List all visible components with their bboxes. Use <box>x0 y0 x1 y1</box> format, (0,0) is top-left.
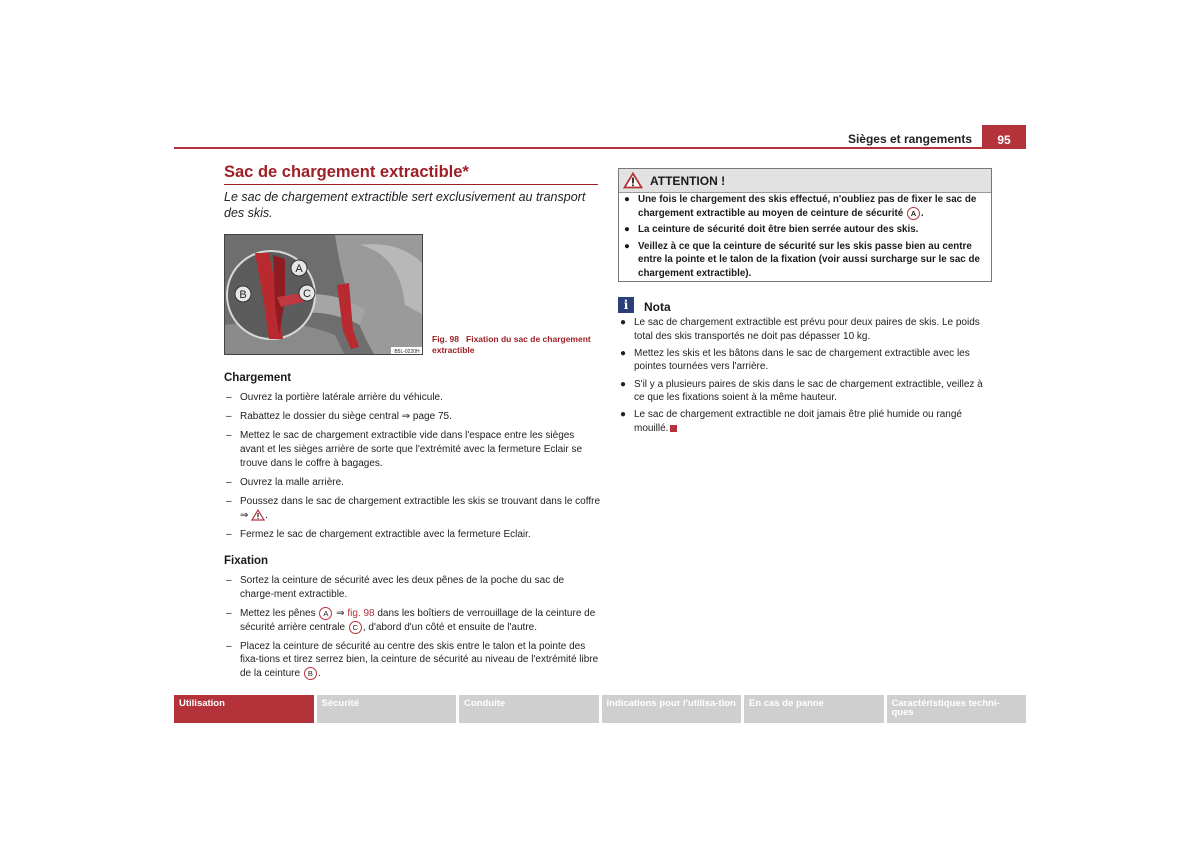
list-item: ● Veillez à ce que la ceinture de sécurité sur les skis passe bien au centre entre la pointe et le talon de la fixation (voir aussi surcharge sur le sac de chargement extractible). <box>624 240 980 280</box>
step-text: Fermez le sac de chargement extractible avec la fermeture Eclair. <box>240 528 531 540</box>
list-item: ● Le sac de chargement extractible ne doit jamais être plié humide ou rangé mouillé. <box>620 409 962 434</box>
page-number: 95 <box>982 125 1026 149</box>
step-text: Ouvrez la portière latérale arrière du véhicule. <box>240 392 443 403</box>
attention-text: Veillez à ce que la ceinture de sécurité sur les skis passe bien au centre entre la pointe et le talon de la fixation (voir aussi surcharge sur le sac de chargement extractible). <box>638 240 980 280</box>
list-item: – Placez la ceinture de sécurité au centre des skis entre le talon et la pointe des fixa-tions et tirez serrez bien, la ceinture de sécurité au niveau de l'extrémité libre de la ceinture B . <box>226 640 599 680</box>
list-item: – Ouvrez la malle arrière. <box>226 476 344 488</box>
step-text: Ouvrez la malle arrière. <box>240 476 344 488</box>
tab-conduite[interactable]: Conduite <box>459 695 599 723</box>
list-item: – Poussez dans le sac de chargement extractible les skis se trouvant dans le coffre ⇒ . <box>226 495 601 521</box>
tab-caracteristiques[interactable]: Caractéristiques techni-ques <box>887 695 1027 723</box>
nota-text: Le sac de chargement extractible est prévu pour deux paires de skis. Le poids total des skis transportés ne doit pas dépasser 10 kg. <box>634 317 980 342</box>
nota-text: Mettez les skis et les bâtons dans le sac de chargement extractible avec les pointes tournées vers l'arrière. <box>634 347 970 373</box>
list-item: ● S'il y a plusieurs paires de skis dans le sac de chargement extractible, veillez à ce que les fixations soient à la même hauteur. <box>620 378 983 404</box>
list-item: – Sortez la ceinture de sécurité avec les deux pênes de la poche du sac de charge-ment extractible. <box>226 575 565 600</box>
intro-text: Le sac de chargement extractible sert exclusivement au transport des skis. <box>224 190 586 220</box>
step-text: Placez la ceinture de sécurité au centre des skis entre le talon et la pointe des fixa-tions et tirez serrez bien, la ceinture de sécurité au niveau de l'extrémité libre de la ceinture <box>240 640 599 680</box>
callout-a: A <box>319 607 332 620</box>
list-item: ● Mettez les skis et les bâtons dans le sac de chargement extractible avec les pointes tournées vers l'arrière. <box>620 347 970 373</box>
list-item: – Rabattez le dossier du siège central ⇒ page 75. <box>226 411 452 423</box>
section-title: Sac de chargement extractible* <box>224 163 469 181</box>
warning-icon <box>251 509 265 521</box>
figure-caption <box>432 334 602 356</box>
attention-text: La ceinture de sécurité doit être bien serrée autour des skis. <box>638 224 919 236</box>
tab-indications[interactable]: Indications pour l'utilisa-tion <box>602 695 742 723</box>
list-item: – Mettez le sac de chargement extractible vide dans l'espace entre les sièges avant et les sièges arrière de sorte que l'extrémité avec la fermeture Eclair se trouve dans le coffre à bagages. <box>226 430 583 469</box>
attention-text: . <box>920 207 924 219</box>
attention-label: ATTENTION ! <box>650 174 726 188</box>
fixation-steps <box>224 574 600 686</box>
attention-list <box>622 193 988 284</box>
figure-reference-link[interactable]: fig. 98 <box>347 607 375 619</box>
list-item: – Mettez les pênes A ⇒ fig. 98 dans les boîtiers de verrouillage de la ceinture de sécurité arrière centrale C , d'abord d'un côté et ensuite de l'autre. <box>226 607 596 633</box>
list-item: – Ouvrez la portière latérale arrière du véhicule. <box>226 392 443 403</box>
tab-utilisation[interactable]: Utilisation <box>174 695 314 723</box>
info-icon: i <box>618 297 634 313</box>
step-text: , d'abord d'un côté et ensuite de l'autre. <box>362 621 538 633</box>
figure-label-b: B <box>239 289 247 301</box>
callout-c: C <box>349 621 362 634</box>
step-text: . <box>317 668 321 680</box>
nota-list <box>618 316 990 439</box>
callout-a: A <box>907 207 920 220</box>
chargement-steps <box>224 391 600 547</box>
cross-ref-arrow: ⇒ <box>336 607 345 619</box>
title-rule <box>224 184 598 185</box>
step-text: Mettez les pênes <box>240 607 316 619</box>
fixation-heading: Fixation <box>224 555 269 567</box>
step-text: Poussez dans le sac de chargement extractible les skis se trouvant dans le coffre <box>240 495 601 507</box>
end-of-section-marker <box>670 425 677 432</box>
figure-code: B5L-0220H <box>394 349 420 355</box>
attention-text: Une fois le chargement des skis effectué, n'oubliez pas de fixer le sac de chargement extractible au moyen de ceinture de sécurité <box>638 194 977 219</box>
tab-panne[interactable]: En cas de panne <box>744 695 884 723</box>
step-text: Sortez la ceinture de sécurité avec les deux pênes de la poche du sac de charge-ment extractible. <box>240 575 565 600</box>
header-rule <box>174 147 1026 149</box>
step-text: Mettez le sac de chargement extractible vide dans l'espace entre les sièges avant et les sièges arrière de sorte que l'extrémité avec la fermeture Eclair se trouve dans le coffre à bagages. <box>240 430 583 469</box>
chargement-heading: Chargement <box>224 372 292 384</box>
chapter-tabs <box>174 695 1026 723</box>
step-text: Rabattez le dossier du siège central ⇒ page 75. <box>240 411 452 423</box>
nota-text: S'il y a plusieurs paires de skis dans le sac de chargement extractible, veillez à ce que les fixations soient à la même hauteur. <box>634 378 983 404</box>
cross-ref-arrow: ⇒ <box>240 509 249 521</box>
nota-label: Nota <box>644 300 671 314</box>
list-item: ● La ceinture de sécurité doit être bien serrée autour des skis. <box>624 224 919 236</box>
figure-caption-text: Fixation du sac de chargement extractible <box>432 334 591 355</box>
list-item: ● Une fois le chargement des skis effectué, n'oubliez pas de fixer le sac de chargement extractible au moyen de ceinture de sécurité A . <box>624 194 977 219</box>
figure-caption-number: Fig. 98 <box>432 334 459 344</box>
step-text: dans les boîtiers de verrouillage de la ceinture de sécurité arrière centrale <box>240 607 596 633</box>
running-header-section: Sièges et rangements <box>847 132 972 146</box>
warning-icon <box>623 172 643 189</box>
tab-securite[interactable]: Sécurité <box>317 695 457 723</box>
nota-text: Le sac de chargement extractible ne doit jamais être plié humide ou rangé mouillé. <box>634 409 962 434</box>
list-item: ● Le sac de chargement extractible est prévu pour deux paires de skis. Le poids total des skis transportés ne doit pas dépasser 10 kg. <box>620 317 980 342</box>
figure-illustration <box>224 234 423 355</box>
figure-label-a: A <box>295 263 303 275</box>
figure-drawing <box>225 235 423 355</box>
callout-b: B <box>304 667 317 680</box>
figure-label-c: C <box>303 288 311 300</box>
list-item: – Fermez le sac de chargement extractible avec la fermeture Eclair. <box>226 528 531 540</box>
